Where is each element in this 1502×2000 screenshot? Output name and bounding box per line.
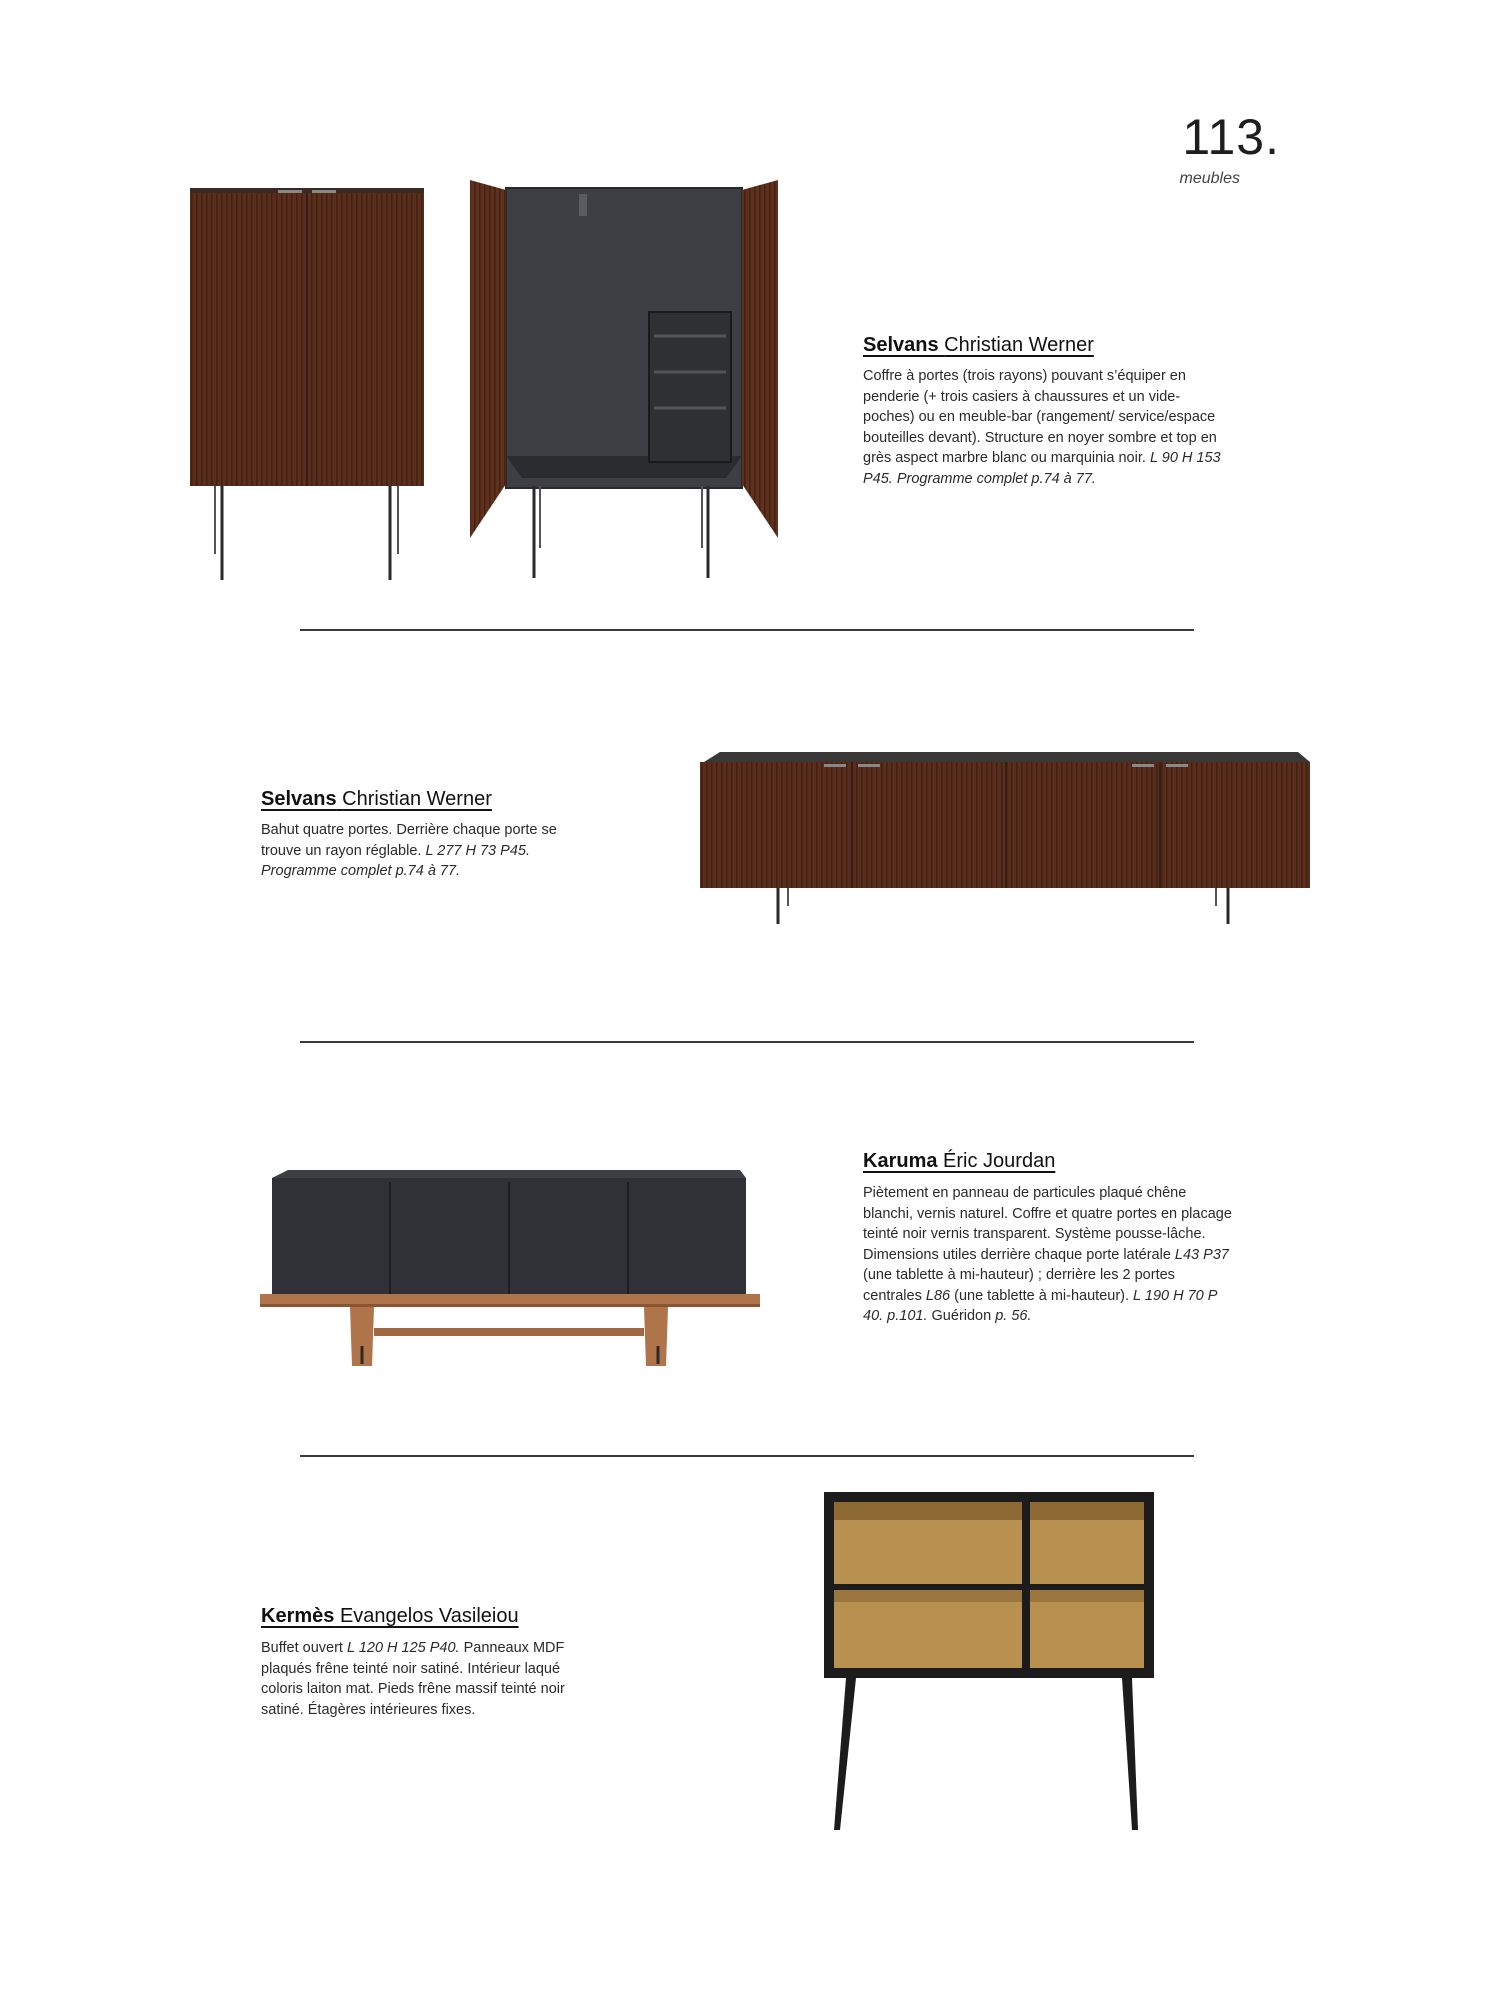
- selvans-cabinet-closed-image: [186, 182, 426, 592]
- description-specs: L 277 H 73 P45. Programme complet p.74 à 77.: [261, 842, 530, 879]
- selvans-sideboard-image: [696, 748, 1314, 930]
- description-specs: L43 P37: [1174, 1246, 1229, 1263]
- designer-name: Éric Jourdan: [943, 1150, 1056, 1172]
- product-title-selvans-sideboard: [261, 788, 492, 811]
- brand-name: Karuma: [863, 1150, 938, 1172]
- description-text: Panneaux MDF plaqués frêne teinté noir satiné. Intérieur laqué coloris laiton mat. Pieds frêne massif teinté noir satiné. Étagères intérieures fixes.: [261, 1640, 565, 1718]
- product-title-selvans-cabinet: [863, 334, 1094, 357]
- description-text: Bahut quatre portes. Derrière chaque porte se trouve un rayon réglable.: [261, 822, 557, 859]
- karuma-sideboard-image: [258, 1168, 762, 1372]
- designer-name: Christian Werner: [342, 788, 492, 810]
- divider: [300, 629, 1194, 631]
- brand-name: Selvans: [261, 788, 337, 810]
- product-description-selvans-sideboard: [261, 820, 591, 882]
- description-text: (une tablette à mi-hauteur) ; derrière les 2 portes centrales: [863, 1267, 1175, 1304]
- product-description-selvans-cabinet: [863, 366, 1231, 489]
- designer-name: Evangelos Vasileiou: [339, 1605, 519, 1627]
- kermes-buffet-image: [822, 1490, 1156, 1840]
- product-title-kermes: [261, 1605, 519, 1628]
- selvans-cabinet-open-image: [464, 176, 784, 586]
- product-title-karuma: [863, 1150, 1055, 1173]
- page-number: 113.: [1182, 109, 1280, 165]
- description-specs: L86: [925, 1287, 951, 1304]
- designer-name: Christian Werner: [944, 334, 1094, 356]
- divider: [300, 1455, 1194, 1457]
- divider: [300, 1041, 1194, 1043]
- description-specs: p. 56.: [995, 1308, 1032, 1324]
- brand-name: Kermès: [261, 1605, 335, 1627]
- description-text: Piètement en panneau de particules plaqué chêne blanchi, vernis naturel. Coffre et quatre portes en placage teinté noir vernis transparent. Système pousse-lâche. Dimensions utiles derrière chaque porte latérale: [863, 1185, 1232, 1263]
- description-specs: L 90 H 153 P45. Programme complet p.74 à 77.: [863, 450, 1221, 487]
- description-text: (une tablette à mi-hauteur).: [954, 1287, 1130, 1304]
- description-specs: L 190 H 70 P 40. p.101.: [863, 1287, 1217, 1324]
- section-label: meubles: [1179, 170, 1240, 187]
- description-text: Coffre à portes (trois rayons) pouvant s’équiper en penderie (+ trois casiers à chaussures et un vide-poches) ou en meuble-bar (rangement/ service/espace bouteilles devant). Structure en noyer sombre et top en grès aspect marbre blanc ou marquinia noir.: [863, 368, 1217, 466]
- product-description-kermes: [261, 1638, 601, 1720]
- description-text: Buffet ouvert: [261, 1640, 343, 1656]
- brand-name: Selvans: [863, 334, 939, 356]
- product-description-karuma: [863, 1183, 1233, 1327]
- description-specs: L 120 H 125 P40.: [346, 1640, 460, 1656]
- description-text: Guéridon: [931, 1308, 992, 1324]
